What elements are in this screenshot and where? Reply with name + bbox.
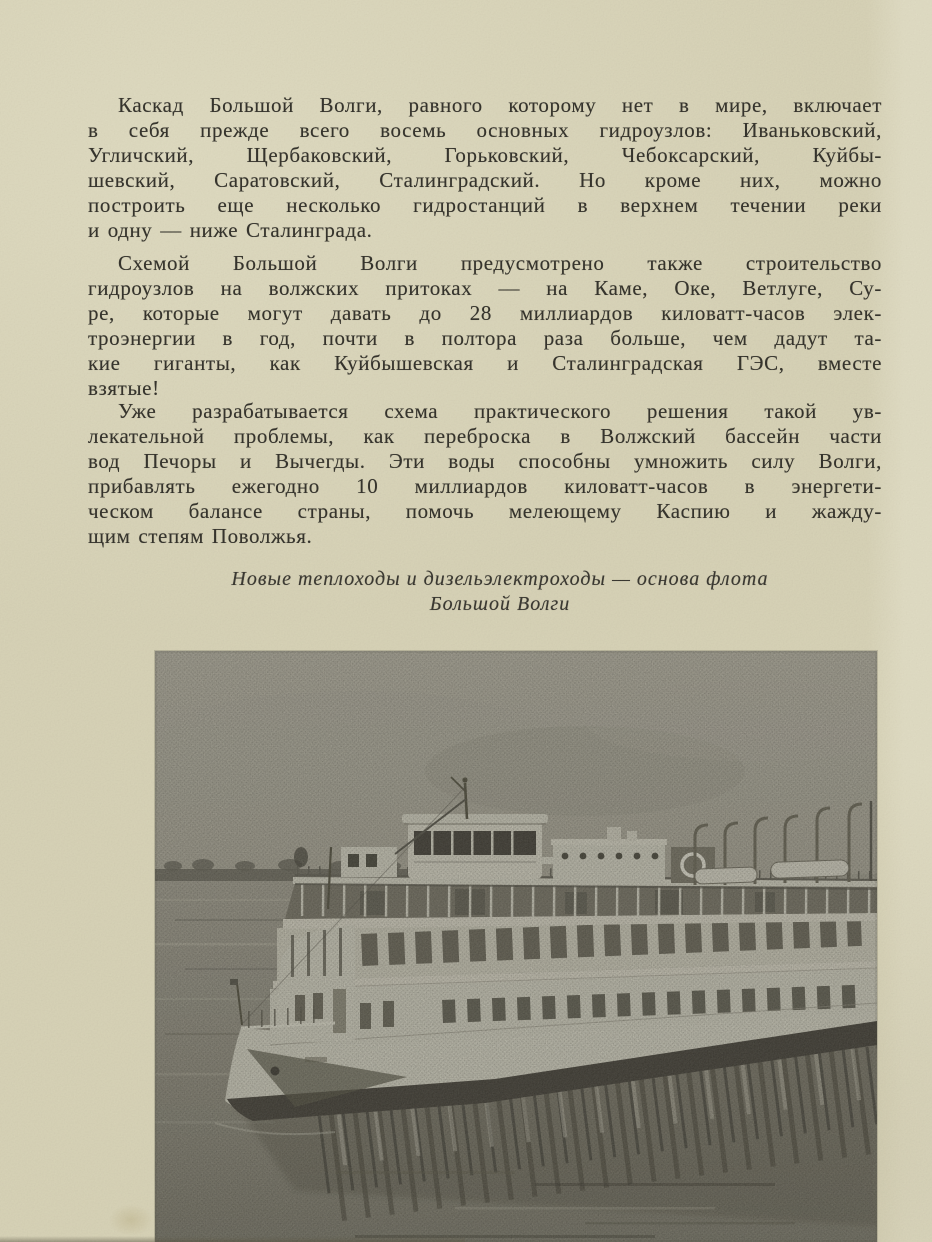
text-line: шевский, Саратовский, Сталинградский. Но кроме них, можно xyxy=(88,168,882,192)
text-line: гидроузлов на волжских притоках — на Каме, Оке, Ветлуге, Су- xyxy=(88,276,882,300)
text-line: кие гиганты, как Куйбышевская и Сталинградская ГЭС, вместе xyxy=(88,351,882,375)
caption-line-1: Новые теплоходы и дизельэлектроходы — основа флота xyxy=(231,568,769,590)
paragraph-3 xyxy=(88,399,882,549)
text-line: троэнергии в год, почти в полтора раза больше, чем дадут та- xyxy=(88,326,882,350)
ship-photo xyxy=(155,651,877,1242)
paragraph-1 xyxy=(88,93,882,243)
text-line: Схемой Большой Волги предусмотрено также строительство xyxy=(118,251,882,275)
text-line: в себя прежде всего восемь основных гидроузлов: Иваньковский, xyxy=(88,118,882,142)
text-line: щим степям Поволжья. xyxy=(88,524,313,548)
text-line: Уже разрабатывается схема практического решения такой ув- xyxy=(118,399,882,423)
paragraph-2 xyxy=(88,251,882,401)
page-bottom-shadow xyxy=(0,1236,465,1242)
text-line: Угличский, Щербаковский, Горьковский, Чебоксарский, Куйбы- xyxy=(88,143,882,167)
grain-overlay-light xyxy=(155,651,877,1242)
ship-photo-art xyxy=(155,651,877,1242)
text-line: Каскад Большой Волги, равного которому нет в мире, включает xyxy=(118,93,882,117)
text-line: прибавлять ежегодно 10 миллиардов киловатт-часов в энергети- xyxy=(88,474,882,498)
text-line: ческом балансе страны, помочь мелеющему Каспию и жажду- xyxy=(88,499,882,523)
text-line: построить еще несколько гидростанций в верхнем течении реки xyxy=(88,193,882,217)
text-line: и одну — ниже Сталинграда. xyxy=(88,218,373,242)
text-line: вод Печоры и Вычегды. Эти воды способны умножить силу Волги, xyxy=(88,449,882,473)
figure-caption xyxy=(103,567,897,617)
text-line: взятые! xyxy=(88,376,160,400)
text-line: лекательной проблемы, как переброска в Волжский бассейн части xyxy=(88,424,882,448)
caption-line-2: Большой Волги xyxy=(429,593,571,615)
text-line: ре, которые могут давать до 28 миллиардов киловатт-часов элек- xyxy=(88,301,882,325)
